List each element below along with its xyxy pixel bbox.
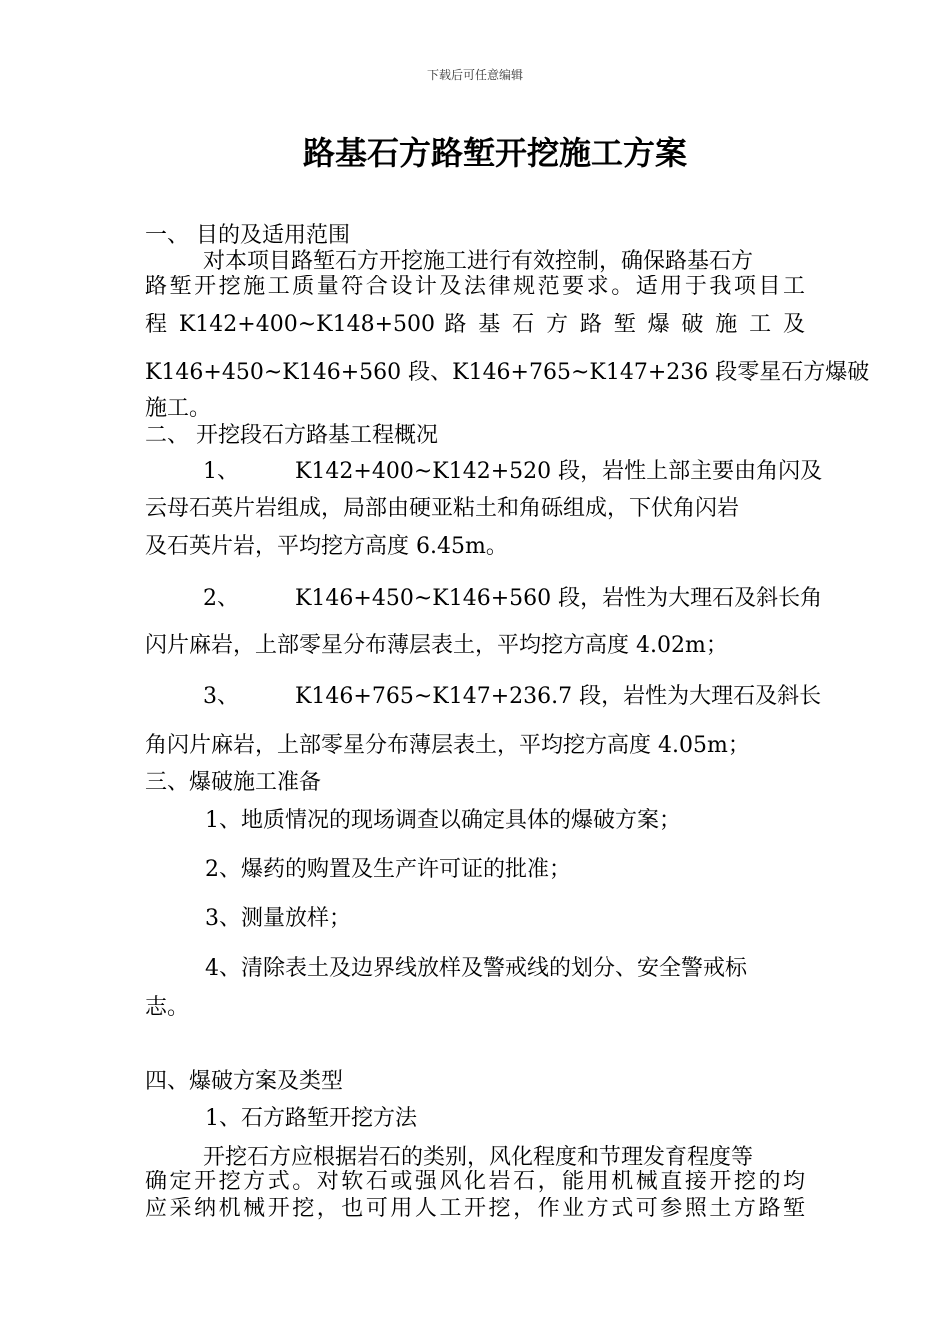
preparation-item: 2、爆药的购置及生产许可证的批准； <box>205 857 571 882</box>
overview-item-3 <box>203 685 821 709</box>
overview-item-1 <box>203 460 822 484</box>
item-text: K146+765~K147+236.7 段，岩性为大理石及斜长 <box>295 684 822 709</box>
preparation-item: 3、测量放样； <box>205 906 351 931</box>
overview-item-1-line: 及石英片岩，平均挖方高度 6.45m。 <box>145 534 508 559</box>
section-1-line: 施工。 <box>145 396 212 421</box>
overview-item-2-line: 闪片麻岩，上部零星分布薄层表土，平均挖方高度 4.02m； <box>145 633 728 658</box>
section-4-line: 开挖石方应根据岩石的类别，风化程度和节理发育程度等 <box>203 1145 754 1170</box>
preparation-item-continuation: 志。 <box>145 995 190 1020</box>
item-number: 2、 <box>203 586 239 611</box>
section-1-line: 对本项目路堑石方开挖施工进行有效控制，确保路基石方 <box>203 249 754 274</box>
section-4-line: 确定开挖方式。对软石或强风化岩石，能用机械直接开挖的均 <box>145 1170 805 1194</box>
overview-item-1-line: 云母石英片岩组成，局部由硬亚粘土和角砾组成，下伏角闪岩 <box>145 496 740 521</box>
preparation-item: 4、清除表土及边界线放样及警戒线的划分、安全警戒标 <box>205 956 747 981</box>
section-1-line: K146+450~K146+560 段、K146+765~K147+236 段零星石方爆破 <box>145 360 870 385</box>
item-text: K146+450~K146+560 段，岩性为大理石及斜长角 <box>295 586 823 611</box>
header-note: 下载后可任意编辑 <box>426 68 523 82</box>
section-1-heading: 一、 目的及适用范围 <box>145 223 350 248</box>
item-text: K142+400~K142+520 段，岩性上部主要由角闪及 <box>295 459 823 484</box>
document-title: 路基石方路堑开挖施工方案 <box>302 134 687 172</box>
overview-item-2 <box>203 587 822 611</box>
section-1-line: 路堑开挖施工质量符合设计及法律规范要求。适用于我项目工 <box>145 275 805 299</box>
section-4-subheading: 1、石方路堑开挖方法 <box>205 1106 417 1131</box>
section-4-heading: 四、爆破方案及类型 <box>145 1069 344 1094</box>
section-4-line: 应采纳机械开挖，也可用人工开挖，作业方式可参照土方路堑 <box>145 1197 805 1221</box>
section-1-line: 程 K142+400~K148+500 路 基 石 方 路 堑 爆 破 施 工 及 <box>145 313 805 337</box>
section-3-heading: 三、爆破施工准备 <box>145 770 322 795</box>
overview-item-3-line: 角闪片麻岩，上部零星分布薄层表土，平均挖方高度 4.05m； <box>145 733 750 758</box>
item-number: 1、 <box>203 459 239 484</box>
section-2-heading: 二、 开挖段石方路基工程概况 <box>145 423 438 448</box>
item-number: 3、 <box>203 684 239 709</box>
preparation-item: 1、地质情况的现场调查以确定具体的爆破方案； <box>205 808 681 833</box>
